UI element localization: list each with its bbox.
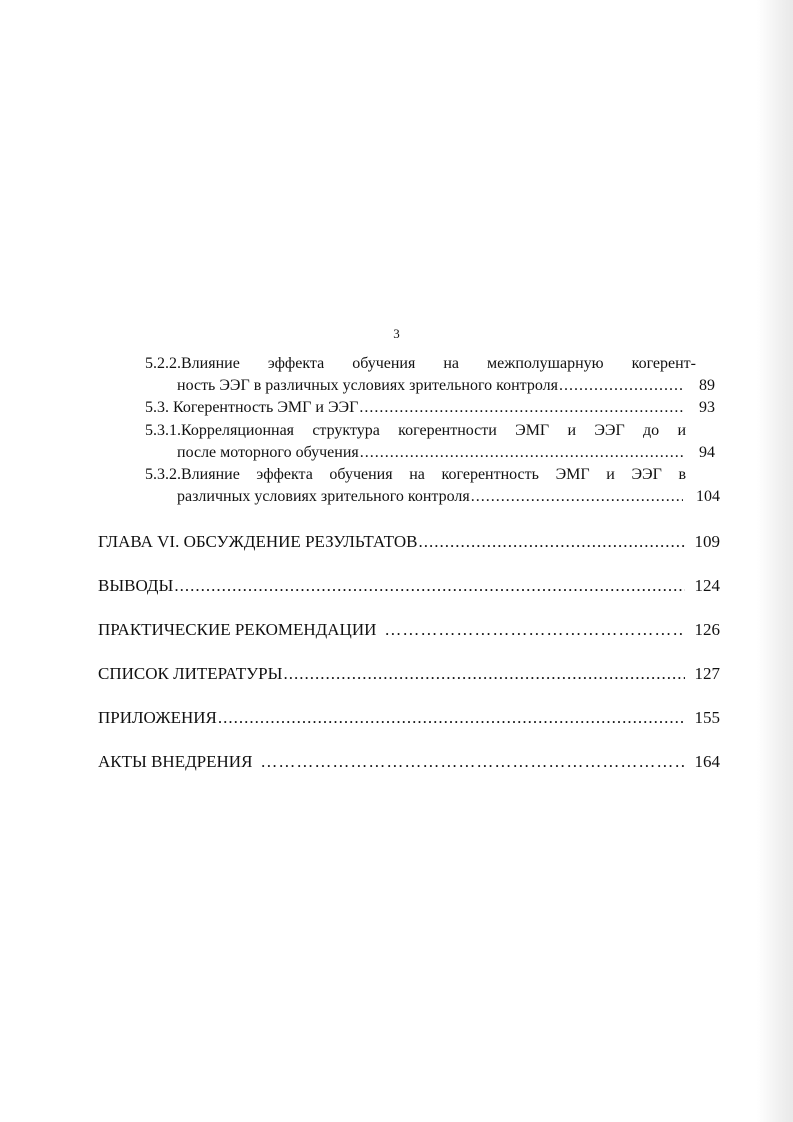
toc-entry-5-3-1-text: после моторного обучения: [177, 444, 359, 461]
dot-leader: [418, 532, 685, 552]
ellipsis-leader: [384, 620, 685, 640]
dot-leader: [471, 487, 683, 507]
toc-entry-5-2-2-line2: [177, 376, 687, 396]
scan-shadow: [757, 0, 793, 1122]
dot-leader: [360, 443, 683, 463]
page-number: 3: [393, 326, 400, 341]
toc-entry-5-3-1-line1: 5.3.1.Корреляционная структура когерентности ЭМГ и ЭЭГ до и: [145, 422, 686, 439]
toc-entry-chapter-6: [98, 532, 689, 552]
toc-entry-5-3-2-line2: [177, 487, 687, 507]
dot-leader: [359, 398, 683, 418]
dot-leader: [218, 708, 685, 728]
toc-entry-appendices-text: ПРИЛОЖЕНИЯ: [98, 708, 217, 727]
toc-entry-conclusions-page: 124: [694, 576, 720, 595]
toc-entry-bibliography-page: 127: [694, 664, 720, 683]
toc-entry-bibliography: [98, 664, 689, 684]
toc-entry-5-3-2-page: 104: [696, 488, 720, 505]
toc-entry-implementation-acts-page: 164: [694, 752, 720, 771]
toc-entry-conclusions-text: ВЫВОДЫ: [98, 576, 174, 595]
dot-leader: [559, 376, 683, 396]
toc-entry-implementation-acts-text: АКТЫ ВНЕДРЕНИЯ: [98, 752, 253, 771]
toc-entry-5-2-2-line1: 5.2.2.Влияние эффекта обучения на межполушарную когерент-: [145, 355, 696, 372]
toc-entry-appendices: [98, 708, 689, 728]
toc-entry-5-3-text: 5.3. Когерентность ЭМГ и ЭЭГ: [145, 399, 359, 416]
dot-leader: [283, 664, 685, 684]
toc-entry-conclusions: [98, 576, 689, 596]
toc-entry-implementation-acts: [98, 752, 689, 772]
toc-entry-5-3-1-page: 94: [699, 444, 715, 461]
toc-entry-recommendations-page: 126: [694, 620, 720, 639]
toc-entry-5-2-2-page: 89: [699, 377, 715, 394]
toc-entry-bibliography-text: СПИСОК ЛИТЕРАТУРЫ: [98, 664, 283, 683]
toc-entry-recommendations-text: ПРАКТИЧЕСКИЕ РЕКОМЕНДАЦИИ: [98, 620, 377, 639]
toc-entry-5-3-2-line1: 5.3.2.Влияние эффекта обучения на когерентность ЭМГ и ЭЭГ в: [145, 466, 686, 483]
toc-entry-5-2-2-text: ность ЭЭГ в различных условиях зрительного контроля: [177, 377, 558, 394]
dot-leader: [174, 576, 685, 596]
toc-entry-5-3-2-text: различных условиях зрительного контроля: [177, 488, 470, 505]
toc-entry-recommendations: [98, 620, 689, 640]
ellipsis-leader: [260, 752, 685, 772]
toc-entry-5-3-1-line2: [177, 443, 687, 463]
toc-entry-5-3-page: 93: [699, 399, 715, 416]
toc-entry-appendices-page: 155: [694, 708, 720, 727]
toc-entry-chapter-6-page: 109: [694, 532, 720, 551]
toc-entry-5-3: [145, 398, 687, 418]
toc-entry-chapter-6-text: ГЛАВА VI. ОБСУЖДЕНИЕ РЕЗУЛЬТАТОВ: [98, 532, 418, 551]
